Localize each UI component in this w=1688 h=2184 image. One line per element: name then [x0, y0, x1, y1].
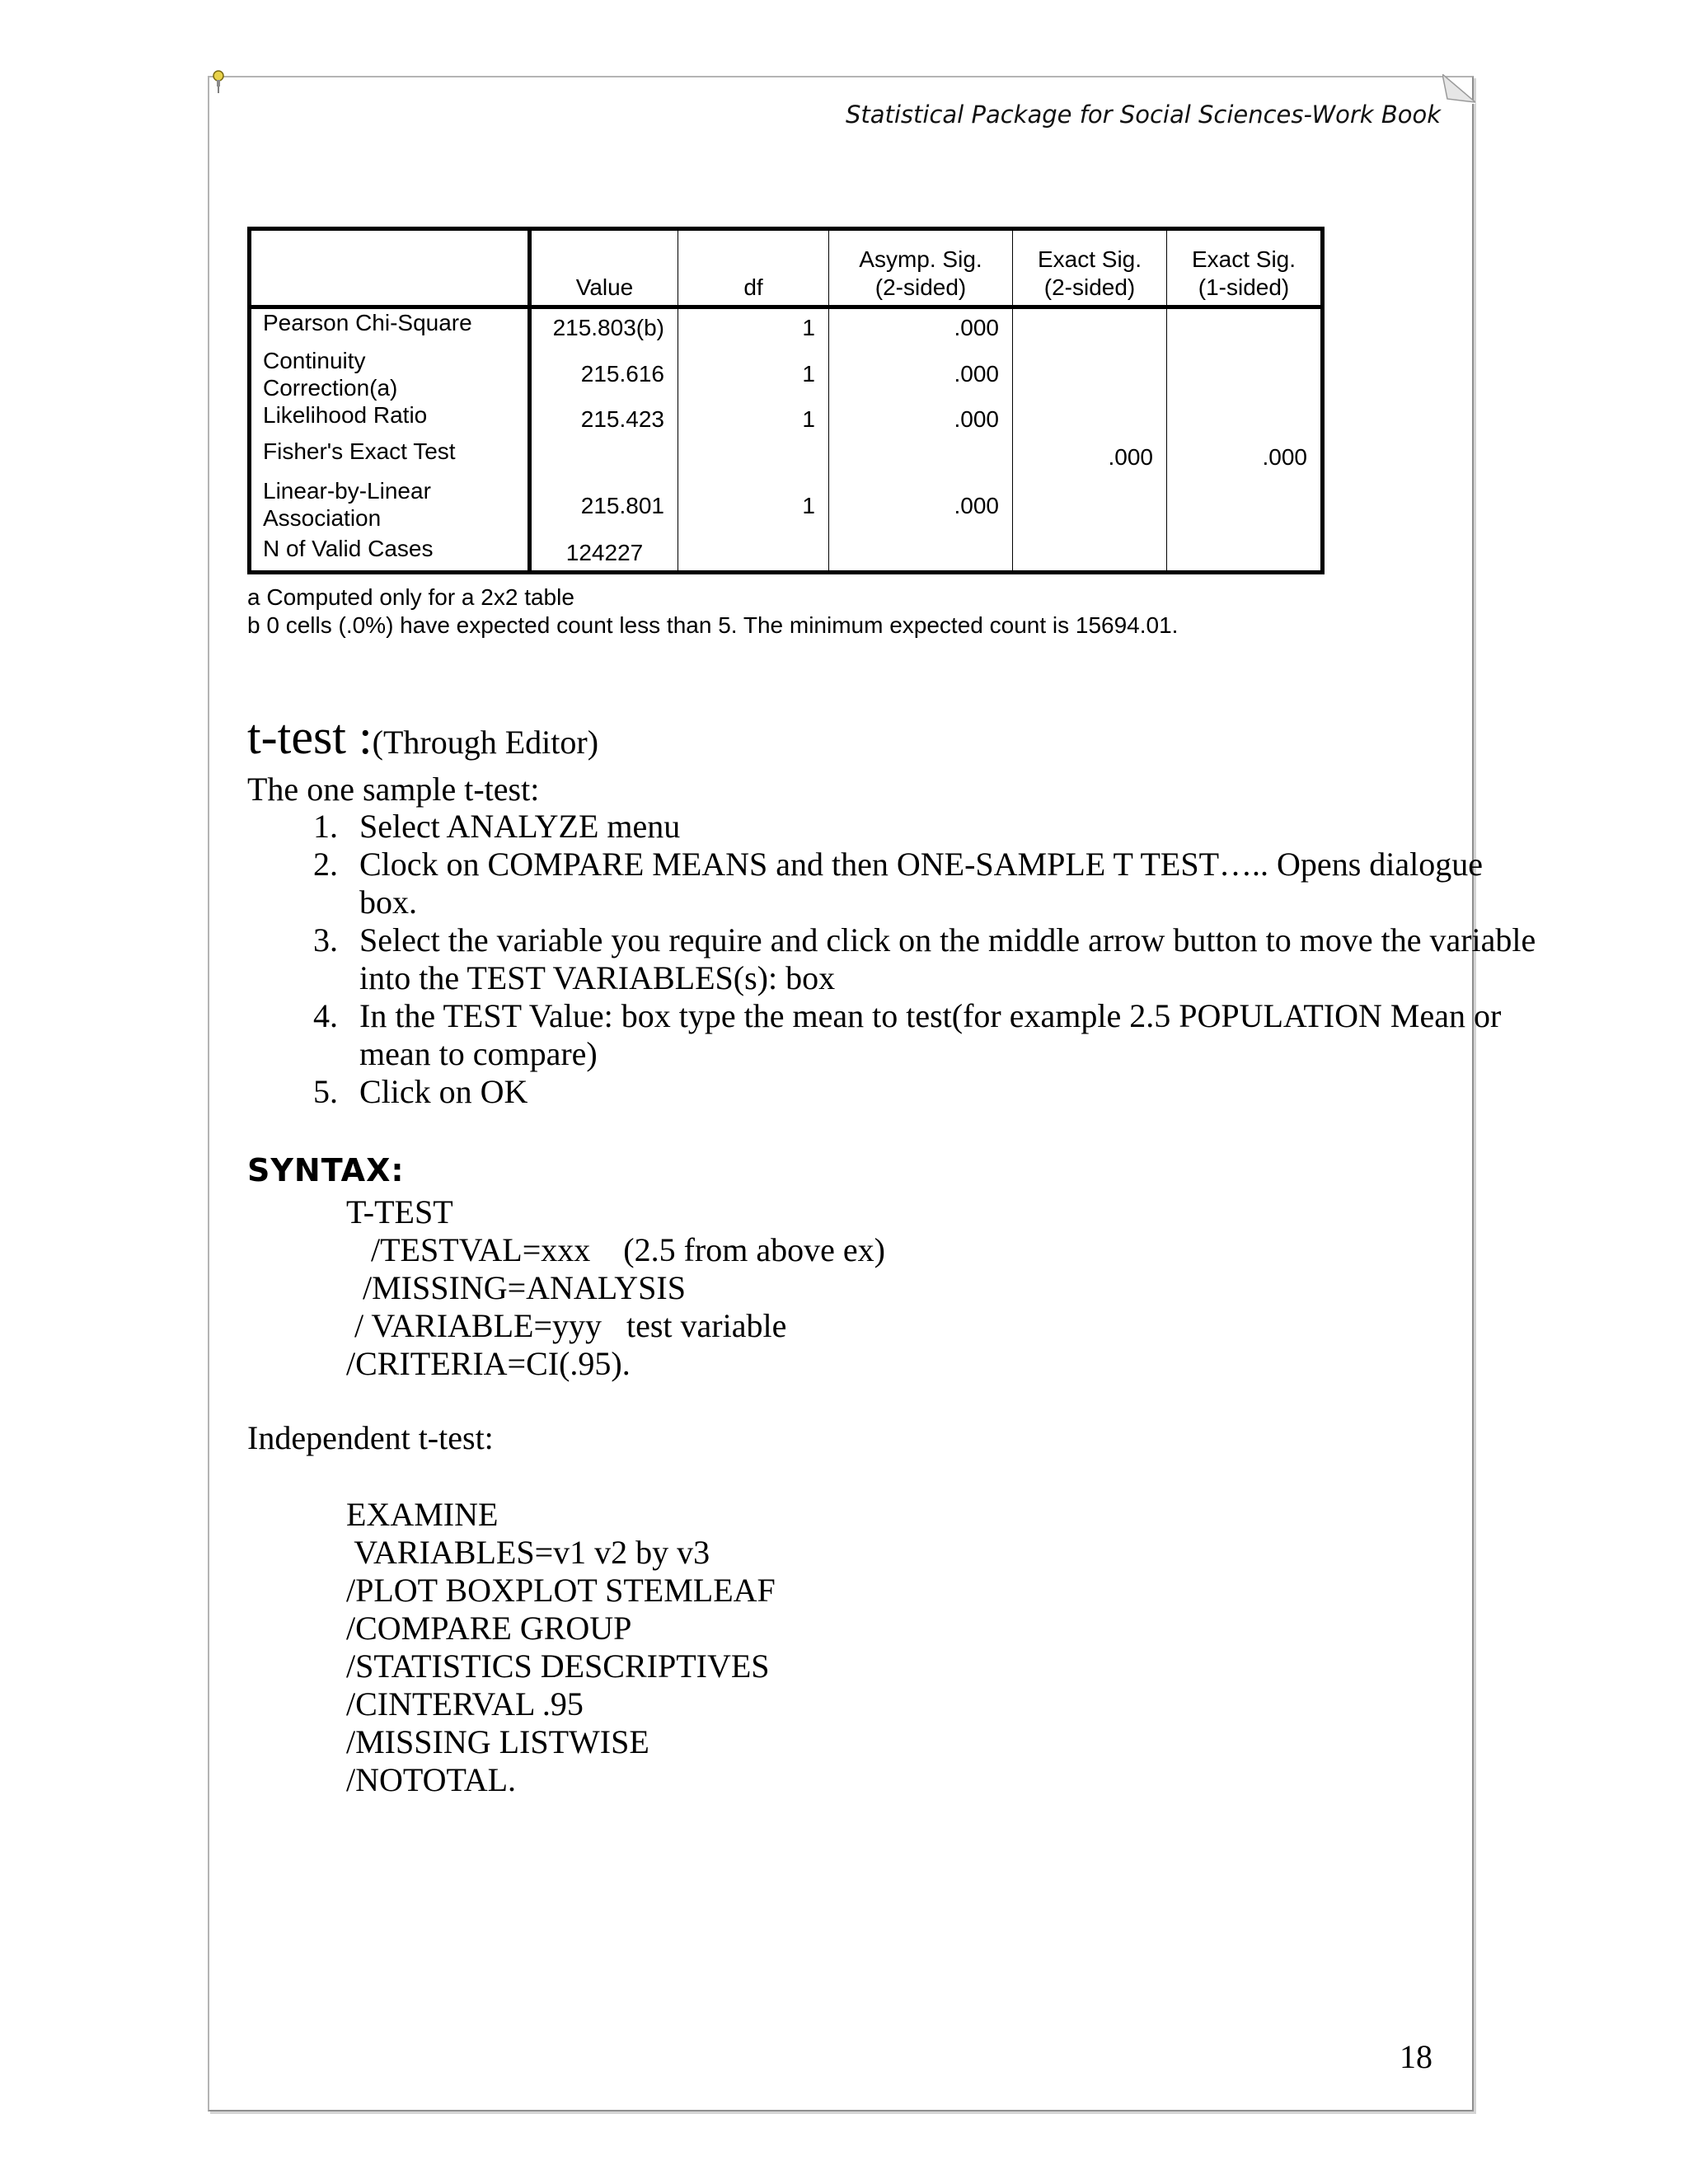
code-line: /COMPARE GROUP — [346, 1610, 632, 1647]
column-header-exact-sig-1 — [1167, 229, 1323, 307]
code-line: /CINTERVAL .95 — [346, 1685, 584, 1722]
column-header-line: Asymp. Sig. — [859, 246, 982, 272]
code-line: EXAMINE — [346, 1496, 499, 1533]
footnote: b 0 cells (.0%) have expected count less than 5. The minimum expected count is 15694.01. — [247, 612, 1179, 638]
section-title-subtitle: (Through Editor) — [372, 724, 599, 761]
cell-exact-sig-2 — [1013, 535, 1167, 573]
cell-exact-sig-1 — [1167, 477, 1323, 535]
code-line: /NOTOTAL. — [346, 1761, 517, 1798]
running-header: Statistical Package for Social Sciences-Work Book — [845, 101, 1441, 129]
cell-exact-sig-2 — [1013, 401, 1167, 438]
code-line: /STATISTICS DESCRIPTIVES — [346, 1647, 770, 1685]
row-label-line: Linear-by-Linear — [263, 477, 431, 504]
pushpin-icon — [209, 69, 227, 94]
cell-exact-sig-1: .000 — [1262, 444, 1307, 470]
list-item: 3. Select the variable you require and click on the middle arrow button to move the variable into the TEST VARIABLES(s): box — [346, 921, 1541, 997]
cell-exact-sig-1 — [1167, 401, 1323, 438]
cell-exact-sig-2 — [1013, 307, 1167, 347]
row-label: Fisher's Exact Test — [250, 438, 530, 477]
table-row — [250, 307, 1323, 347]
page-corner-fold-icon — [1442, 74, 1475, 104]
cell-value — [530, 438, 678, 477]
cell-asymp-sig: .000 — [829, 347, 1013, 401]
row-label: Likelihood Ratio — [250, 401, 530, 438]
row-label-line: Association — [263, 504, 382, 531]
footnote: a Computed only for a 2x2 table — [247, 584, 574, 610]
cell-df — [678, 535, 829, 573]
cell-asymp-sig — [829, 438, 1013, 477]
list-item: 1. Select ANALYZE menu — [346, 808, 1541, 846]
cell-df: 1 — [678, 477, 829, 535]
code-line: /CRITERIA=CI(.95). — [346, 1345, 631, 1382]
code-line: /PLOT BOXPLOT STEMLEAF — [346, 1572, 776, 1609]
page-number: 18 — [1400, 2038, 1432, 2075]
examine-code-block — [346, 1496, 776, 1799]
cell-exact-sig-2 — [1013, 347, 1167, 401]
cell-asymp-sig: .000 — [829, 401, 1013, 438]
cell-asymp-sig: .000 — [829, 307, 1013, 347]
code-line: /TESTVAL=xxx (2.5 from above ex) — [346, 1231, 885, 1268]
row-label-line: Correction(a) — [263, 374, 398, 401]
column-header-line: (2-sided) — [1043, 274, 1136, 300]
cell-exact-sig-2: .000 — [1013, 438, 1167, 477]
row-label-line: Continuity — [263, 347, 366, 373]
cell-df: 1 — [678, 307, 829, 347]
syntax-code-block — [346, 1193, 885, 1383]
cell-value: 124227 — [530, 535, 678, 573]
list-item: 4. In the TEST Value: box type the mean to test(for example 2.5 POPULATION Mean or mean to compare) — [346, 997, 1541, 1073]
table-row — [250, 347, 1323, 401]
syntax-heading: SYNTAX: — [247, 1152, 405, 1188]
column-header-line: Exact Sig. — [1037, 246, 1142, 272]
cell-exact-sig-1 — [1167, 535, 1323, 573]
column-header-line: (1-sided) — [1198, 274, 1290, 300]
code-line: T-TEST — [346, 1193, 453, 1230]
cell-df — [678, 438, 829, 477]
column-header-asymp-sig — [829, 229, 1013, 307]
table-row — [250, 401, 1323, 438]
row-label — [250, 347, 530, 401]
code-line: /MISSING LISTWISE — [346, 1723, 649, 1760]
steps-list — [247, 808, 1541, 1111]
table-row — [250, 477, 1323, 535]
column-header-value: Value — [530, 229, 678, 307]
table-row — [250, 535, 1323, 573]
cell-value: 215.801 — [530, 477, 678, 535]
chi-square-tests-table — [247, 227, 1325, 574]
one-sample-heading: The one sample t-test: — [247, 771, 540, 808]
table-footnotes — [247, 583, 1178, 640]
cell-exact-sig-2 — [1013, 477, 1167, 535]
cell-value: 215.616 — [530, 347, 678, 401]
code-line: / VARIABLE=yyy test variable — [346, 1307, 787, 1344]
cell-value: 215.803(b) — [530, 307, 678, 347]
row-label — [250, 477, 530, 535]
column-header-line: (2-sided) — [874, 274, 967, 300]
cell-value: 215.423 — [530, 401, 678, 438]
code-line: /MISSING=ANALYSIS — [346, 1269, 686, 1306]
cell-df: 1 — [678, 347, 829, 401]
row-label: Pearson Chi-Square — [250, 307, 530, 347]
cell-exact-sig-1 — [1167, 347, 1323, 401]
table-header-row — [250, 229, 1323, 307]
cell-df: 1 — [678, 401, 829, 438]
list-item: 5. Click on OK — [346, 1073, 1541, 1111]
cell-exact-sig-1 — [1167, 307, 1323, 347]
independent-heading: Independent t-test: — [247, 1419, 494, 1456]
column-header-df: df — [678, 229, 829, 307]
section-title — [247, 707, 598, 772]
row-label: N of Valid Cases — [250, 535, 530, 573]
list-item: 2. Clock on COMPARE MEANS and then ONE-SAMPLE T TEST….. Opens dialogue box. — [346, 846, 1541, 921]
column-header-line: Exact Sig. — [1191, 246, 1296, 272]
cell-asymp-sig — [829, 535, 1013, 573]
column-header-exact-sig-2 — [1013, 229, 1167, 307]
code-line: VARIABLES=v1 v2 by v3 — [346, 1534, 710, 1571]
column-header-blank — [250, 229, 530, 307]
table-row — [250, 438, 1323, 477]
section-title-main: t-test : — [247, 710, 373, 764]
cell-asymp-sig: .000 — [829, 477, 1013, 535]
